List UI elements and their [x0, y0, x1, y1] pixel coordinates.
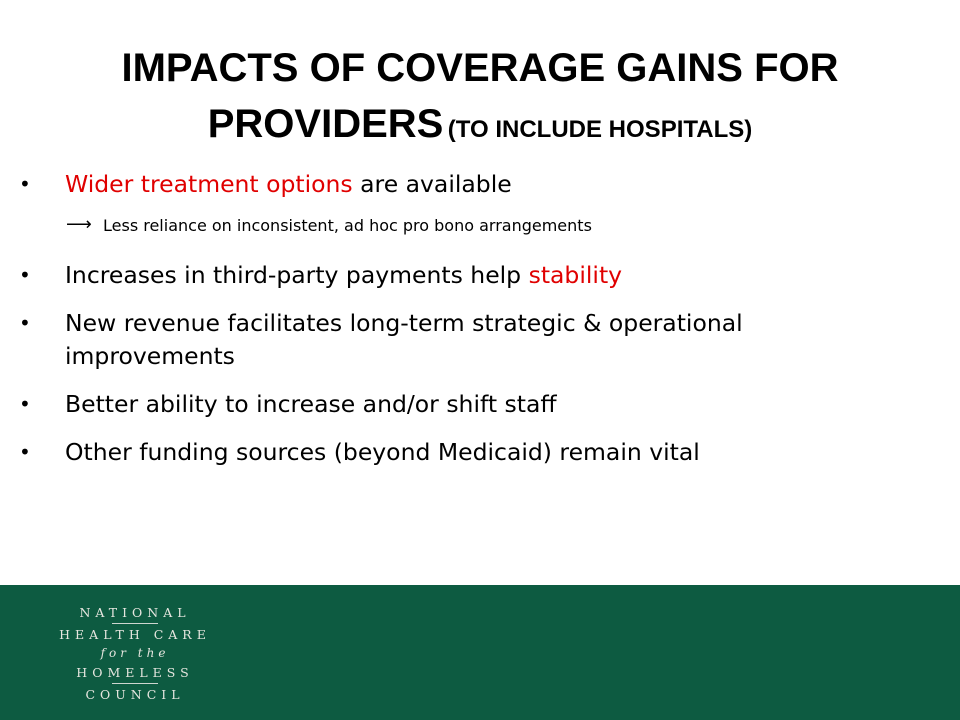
bullet-text: New revenue facilitates long-term strategic & operational improvements [65, 309, 743, 370]
bullet-icon: • [19, 311, 31, 335]
sub-bullet-text: Less reliance on inconsistent, ad hoc pro bono arrangements [103, 216, 592, 235]
bullet-list [0, 168, 960, 469]
sub-bullet-item [0, 215, 960, 237]
bullet-item [0, 259, 960, 292]
slide-title [40, 40, 920, 161]
nhchc-logo [55, 603, 215, 704]
logo-line: COUNCIL [85, 687, 185, 702]
title-line-2-sub: (TO INCLUDE HOSPITALS) [447, 116, 753, 143]
title-line-1: IMPACTS OF COVERAGE GAINS FOR [121, 46, 839, 90]
bullet-item [0, 436, 960, 469]
footer-band [0, 585, 960, 720]
logo-line: for the [100, 646, 170, 660]
bullet-text: Better ability to increase and/or shift staff [65, 390, 557, 418]
bullet-text: Other funding sources (beyond Medicaid) remain vital [65, 438, 700, 466]
bullet-text: are available [352, 170, 512, 198]
logo-divider [112, 683, 158, 684]
bullet-item [0, 388, 960, 421]
bullet-item [0, 307, 960, 373]
logo-line: HEALTH CARE [59, 627, 211, 642]
logo-divider [112, 623, 158, 624]
bullet-highlight: stability [528, 261, 623, 289]
title-line-2-main: PROVIDERS [207, 102, 444, 146]
bullet-icon: • [19, 263, 31, 287]
bullet-item [0, 168, 960, 201]
bullet-icon: • [19, 172, 31, 196]
bullet-text: Increases in third-party payments help [65, 261, 529, 289]
logo-line: NATIONAL [79, 605, 191, 620]
arrow-icon: ⟶ [66, 214, 92, 235]
bullet-icon: • [19, 440, 31, 464]
bullet-icon: • [19, 392, 31, 416]
logo-line: HOMELESS [76, 665, 194, 680]
bullet-highlight: Wider treatment options [65, 170, 353, 198]
